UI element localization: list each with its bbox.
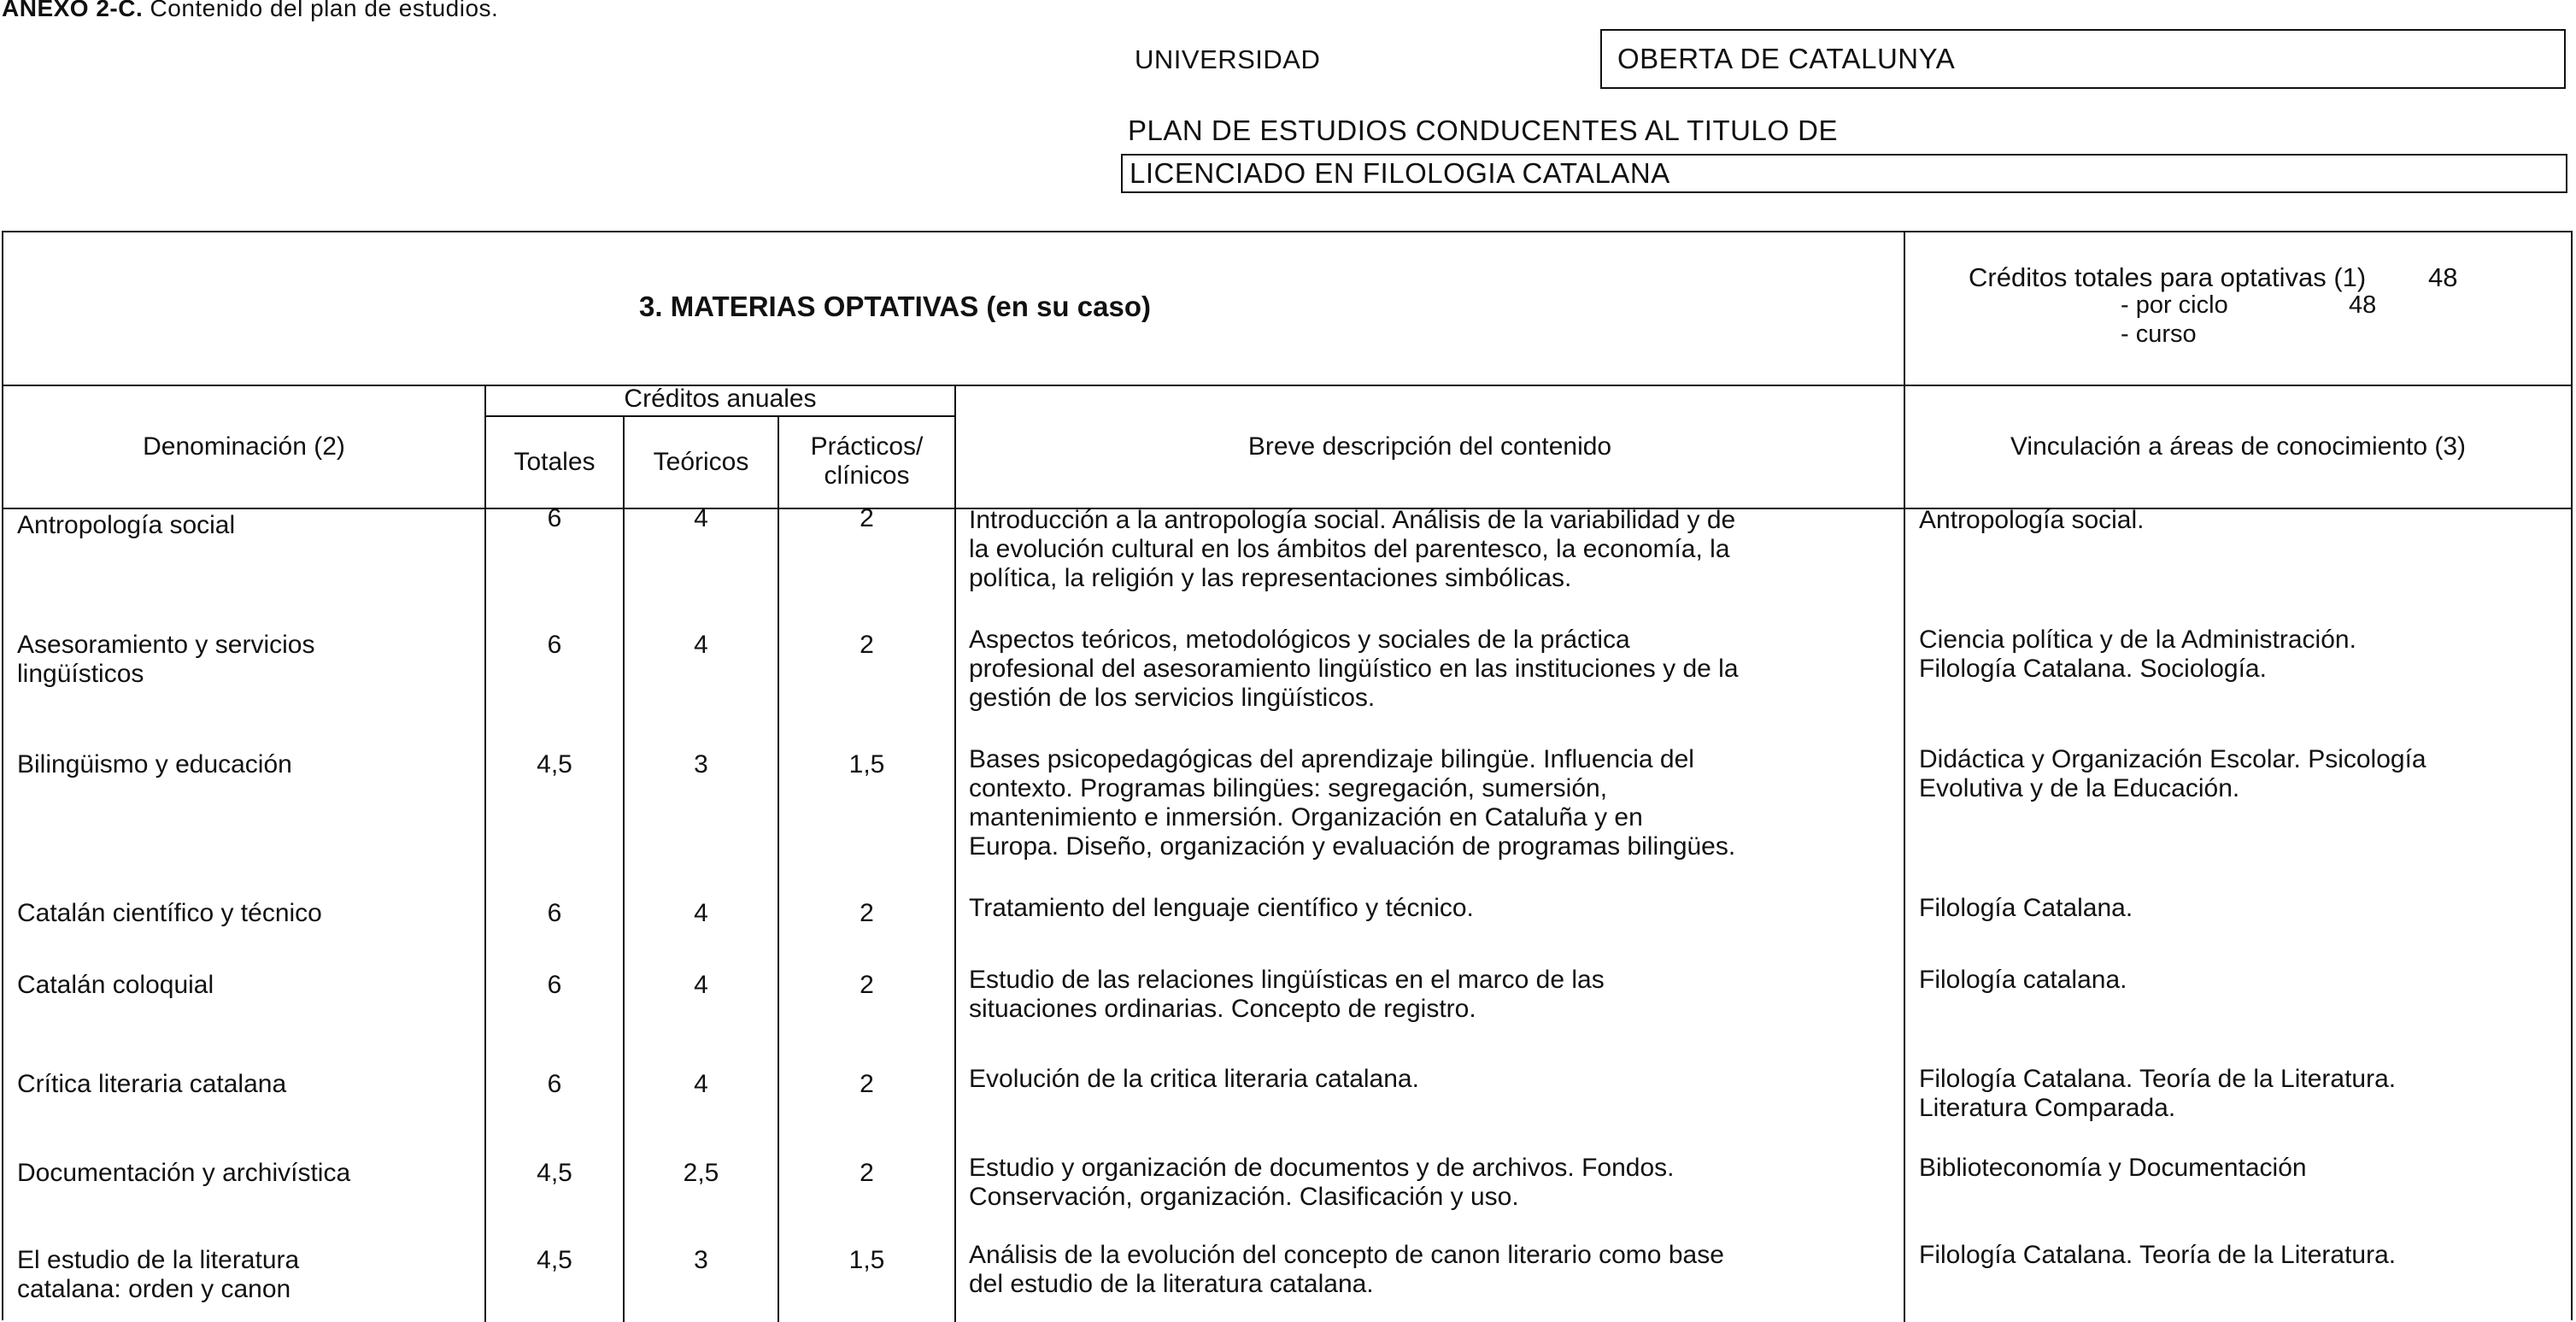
col-header-teoricos: Teóricos — [653, 448, 749, 476]
subject-name-line: lingüísticos — [17, 660, 144, 688]
credits-total-label: Créditos totales para optativas (1) — [1969, 262, 2367, 292]
col-header-practicos-line1: Prácticos/ — [810, 432, 924, 461]
col-divider-right-section — [1904, 232, 1905, 1322]
credits-teoricos — [625, 631, 777, 660]
credits-totales — [486, 1159, 623, 1188]
credits-teoricos — [625, 750, 777, 779]
credits-practicos-line: 1,5 — [848, 1246, 885, 1274]
subject-name-line: Catalán coloquial — [17, 971, 214, 999]
content-description-line: situaciones ordinarias. Concepto de registro. — [969, 995, 1476, 1023]
credits-teoricos — [625, 1070, 777, 1099]
content-description-line: Análisis de la evolución del concepto de canon literario como base — [969, 1241, 1724, 1269]
credits-teoricos — [625, 1159, 777, 1188]
knowledge-areas-line: Literatura Comparada. — [1919, 1094, 2176, 1122]
credits-teoricos-line: 2,5 — [683, 1159, 719, 1187]
knowledge-areas — [1919, 506, 2568, 535]
credits-practicos-line: 1,5 — [848, 750, 885, 779]
plan-label: PLAN DE ESTUDIOS CONDUCENTES AL TITULO DE — [1128, 115, 1838, 146]
content-description-line: del estudio de la literatura catalana. — [969, 1270, 1374, 1298]
subject-name-line: Crítica literaria catalana — [17, 1070, 287, 1098]
credits-practicos — [779, 631, 954, 660]
content-description-line: Aspectos teóricos, metodológicos y sociales de la práctica — [969, 626, 1630, 654]
credits-totales-line: 6 — [547, 504, 562, 532]
credits-practicos-line: 2 — [860, 631, 874, 659]
credits-teoricos — [625, 971, 777, 1000]
col-header-creditos-anuales: Créditos anuales — [624, 385, 817, 413]
knowledge-areas — [1919, 966, 2568, 995]
credits-practicos — [779, 1246, 954, 1275]
subject-name — [17, 1070, 478, 1099]
credits-practicos-line: 2 — [860, 1070, 874, 1098]
subject-name-line: Bilingüismo y educación — [17, 750, 292, 779]
credits-practicos — [779, 1070, 954, 1099]
content-description-line: profesional del asesoramiento lingüístico en las instituciones y de la — [969, 655, 1739, 683]
knowledge-areas-line: Biblioteconomía y Documentación — [1919, 1154, 2307, 1182]
credits-totales-line: 4,5 — [537, 750, 572, 779]
credits-practicos-line: 2 — [860, 504, 874, 532]
credits-totales-line: 6 — [547, 971, 562, 999]
credits-totales — [486, 971, 623, 1000]
content-description-line: mantenimiento e inmersión. Organización en Cataluña y en — [969, 803, 1643, 831]
credits-teoricos-line: 4 — [694, 1070, 708, 1098]
content-description — [969, 894, 1900, 923]
knowledge-areas — [1919, 745, 2568, 803]
knowledge-areas — [1919, 1241, 2568, 1270]
credits-teoricos-line: 3 — [694, 750, 708, 779]
credits-teoricos-line: 3 — [694, 1246, 708, 1274]
credits-practicos — [779, 1159, 954, 1188]
credits-totales — [486, 750, 623, 779]
credits-teoricos-line: 4 — [694, 631, 708, 659]
section-title: 3. MATERIAS OPTATIVAS (en su caso) — [639, 291, 1151, 322]
credits-total-value: 48 — [2428, 262, 2458, 292]
annex-heading — [2, 0, 498, 22]
subject-name — [17, 1246, 478, 1304]
content-description-line: Tratamiento del lenguaje científico y técnico. — [969, 894, 1474, 922]
content-description — [969, 1065, 1900, 1094]
credits-practicos — [779, 504, 954, 533]
credits-practicos — [779, 750, 954, 779]
subject-name-line: catalana: orden y canon — [17, 1275, 291, 1303]
content-description-line: Bases psicopedagógicas del aprendizaje bilingüe. Influencia del — [969, 745, 1694, 773]
col-divider-practicos — [954, 385, 956, 1322]
degree-title-box: LICENCIADO EN FILOLOGIA CATALANA — [1121, 154, 2567, 193]
annex-title: Contenido del plan de estudios. — [143, 0, 499, 21]
knowledge-areas-line: Evolutiva y de la Educación. — [1919, 774, 2240, 802]
credits-teoricos — [625, 504, 777, 533]
content-description-line: Estudio y organización de documentos y de archivos. Fondos. — [969, 1154, 1675, 1182]
knowledge-areas-line: Filología Catalana. Sociología. — [1919, 655, 2267, 683]
knowledge-areas — [1919, 626, 2568, 684]
knowledge-areas-line: Filología catalana. — [1919, 966, 2127, 994]
col-header-denominacion: Denominación (2) — [143, 432, 345, 461]
subject-name — [17, 971, 478, 1000]
content-description — [969, 1241, 1900, 1299]
subject-name-line: Documentación y archivística — [17, 1159, 351, 1187]
knowledge-areas — [1919, 894, 2568, 923]
credits-totales — [486, 899, 623, 928]
credits-teoricos-line: 4 — [694, 971, 708, 999]
subject-name — [17, 631, 478, 689]
credits-practicos-line: 2 — [860, 899, 874, 927]
knowledge-areas-line: Ciencia política y de la Administración. — [1919, 626, 2356, 654]
credits-totales-line: 6 — [547, 1070, 562, 1098]
credits-totales — [486, 631, 623, 660]
content-description-line: la evolución cultural en los ámbitos del parentesco, la economía, la — [969, 535, 1730, 563]
knowledge-areas — [1919, 1154, 2568, 1183]
por-ciclo-value: 48 — [2349, 291, 2377, 319]
subject-name-line: Antropología social — [17, 511, 236, 539]
content-description — [969, 1154, 1900, 1212]
subject-name-line: Catalán científico y técnico — [17, 899, 322, 927]
content-description-line: política, la religión y las representaciones simbólicas. — [969, 564, 1572, 592]
subject-name — [17, 1159, 478, 1188]
col-header-practicos-line2: clínicos — [824, 461, 910, 490]
curso-label: - curso — [2121, 320, 2197, 348]
credits-teoricos — [625, 899, 777, 928]
content-description — [969, 506, 1900, 593]
content-description-line: contexto. Programas bilingües: segregación, sumersión, — [969, 774, 1608, 802]
content-description — [969, 626, 1900, 713]
content-description-line: Conservación, organización. Clasificación y uso. — [969, 1183, 1519, 1211]
content-description — [969, 745, 1900, 861]
subject-name-line: Asesoramiento y servicios — [17, 631, 315, 659]
knowledge-areas-line: Antropología social. — [1919, 506, 2145, 534]
content-description-line: gestión de los servicios lingüísticos. — [969, 684, 1376, 712]
credits-teoricos-line: 4 — [694, 504, 708, 532]
subject-name — [17, 511, 478, 540]
credits-practicos — [779, 971, 954, 1000]
credits-totales-line: 6 — [547, 631, 562, 659]
subheader-divider — [486, 415, 956, 417]
credits-totales — [486, 1246, 623, 1275]
credits-teoricos-line: 4 — [694, 899, 708, 927]
optional-subjects-table — [2, 231, 2573, 1320]
content-description-line: Europa. Diseño, organización y evaluación de programas bilingües. — [969, 832, 1736, 861]
credits-practicos-line: 2 — [860, 1159, 874, 1187]
credits-totales-line: 6 — [547, 899, 562, 927]
subject-name — [17, 899, 478, 928]
university-label: UNIVERSIDAD — [1135, 44, 1321, 74]
content-description-line: Evolución de la critica literaria catalana. — [969, 1065, 1419, 1093]
knowledge-areas-line: Filología Catalana. Teoría de la Literatura. — [1919, 1065, 2397, 1093]
credits-totales-line: 4,5 — [537, 1246, 572, 1274]
knowledge-areas-line: Filología Catalana. Teoría de la Literatura. — [1919, 1241, 2397, 1269]
col-header-totales: Totales — [513, 448, 596, 476]
credits-totales — [486, 504, 623, 533]
credits-practicos-line: 2 — [860, 971, 874, 999]
credits-teoricos — [625, 1246, 777, 1275]
section-divider — [3, 385, 2571, 386]
credits-totales — [486, 1070, 623, 1099]
knowledge-areas-line: Filología Catalana. — [1919, 894, 2133, 922]
knowledge-areas-line: Didáctica y Organización Escolar. Psicología — [1919, 745, 2426, 773]
content-description — [969, 966, 1900, 1024]
credits-practicos — [779, 899, 954, 928]
col-header-practicos — [779, 432, 954, 491]
subject-name — [17, 750, 478, 779]
por-ciclo-label: - por ciclo — [2121, 291, 2228, 319]
knowledge-areas — [1919, 1065, 2568, 1123]
content-description-line: Introducción a la antropología social. Análisis de la variabilidad y de — [969, 506, 1736, 534]
credits-totales-line: 4,5 — [537, 1159, 572, 1187]
col-header-vinculacion: Vinculación a áreas de conocimiento (3) — [2010, 432, 2467, 461]
university-name-box: OBERTA DE CATALUNYA — [1600, 29, 2566, 89]
subject-name-line: El estudio de la literatura — [17, 1246, 300, 1274]
col-header-descripcion: Breve descripción del contenido — [1247, 432, 1612, 461]
annex-label: ANEXO 2-C. — [2, 0, 144, 21]
content-description-line: Estudio de las relaciones lingüísticas en el marco de las — [969, 966, 1605, 994]
